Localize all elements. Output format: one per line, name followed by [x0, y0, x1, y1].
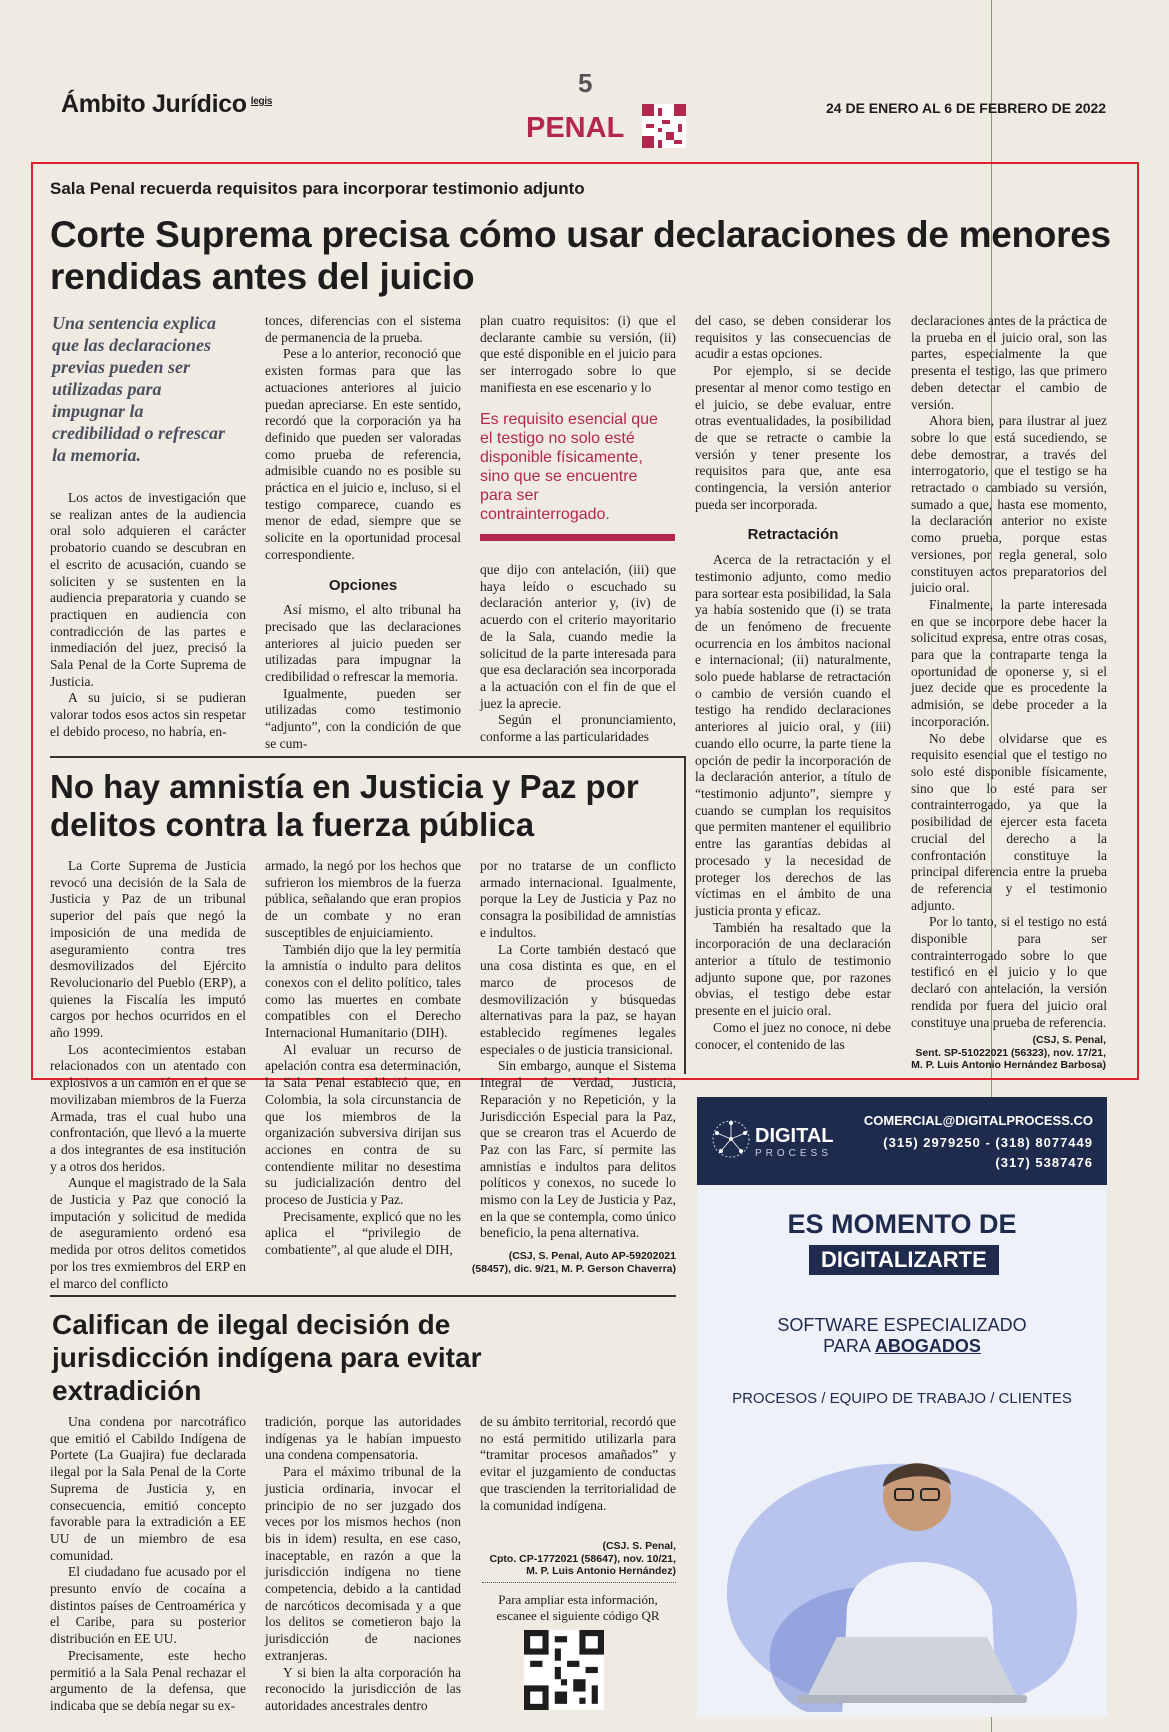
paragraph: tradición, porque las autoridades indígenas ya le habían impuesto una condena compensatoria.	[265, 1414, 461, 1463]
ad-phone-2: (317) 5387476	[995, 1155, 1093, 1170]
ad-headline-highlight: DIGITALIZARTE	[809, 1245, 999, 1275]
laptop-icon	[807, 1637, 1017, 1697]
ad-services: PROCESOS / EQUIPO DE TRABAJO / CLIENTES	[732, 1390, 1072, 1407]
page-number: 5	[578, 68, 593, 98]
paragraph: Por lo tanto, si el testigo no está disponible para ser contrainterrogado sobre lo que testificó en el juicio y lo que declaró con antelación, la versión rendida por fuera del juicio oral constituye una prueba de referencia.	[911, 914, 1107, 1030]
article1-column-1	[50, 490, 246, 741]
qr-code-icon	[642, 104, 686, 148]
paragraph: Pese a lo anterior, reconoció que existen formas para que las actuaciones anteriores al juicio puedan apreciarse. En este sentido, recordó que la corporación ya ha definido que pueden ser valoradas como prueba de referencia, admisible cuando no es posible su práctica en el juicio e, incluso, si el testigo comparece, cuando es menor de edad, siempre que se solicite en la oportunidad procesal correspondiente.	[265, 346, 461, 562]
paragraph: Según el pronunciamiento, conforme a las particularidades	[480, 712, 676, 745]
article2-top-rule	[50, 756, 686, 758]
ad-brand-sub: PROCESS	[755, 1148, 832, 1159]
network-globe-icon	[709, 1117, 753, 1161]
paragraph: tonces, diferencias con el sistema de permanencia de la prueba.	[265, 313, 461, 345]
article1-column-3b	[480, 562, 676, 746]
article2-headline: No hay amnistía en Justicia y Paz por delitos contra la fuerza pública	[50, 768, 639, 843]
pull-quote: Es requisito esencial que el testigo no solo esté disponible físicamente, sino que se encuentre para ser contrainterrogado.	[480, 411, 658, 523]
paragraph: Y si bien la alta corporación ha reconocido la jurisdicción de las autoridades ancestrales dentro	[265, 1664, 461, 1713]
paragraph: Ahora bien, para ilustrar al juez sobre lo que está sucediendo, se debe demostrar, a través del interrogatorio, que el testigo se ha retractado o cambiado su versión, sumado a que, hasta ese momento, la declaración anterior no existe como prueba, porque estas versiones, por regla general, solo constituyen actos preparatorios del juicio oral.	[911, 413, 1107, 596]
article-lead: Una sentencia explica que las declaraciones previas pueden ser utilizadas para impugnar la credibilidad o refrescar la memoria.	[52, 313, 225, 465]
article3-headline: Califican de ilegal decisión de jurisdicción indígena para evitar extradición	[52, 1309, 482, 1406]
paragraph: Acerca de la retractación y el testimonio adjunto, como medio para sortear esta posibilidad, la Sala ya había sostenido que (i) se trata de un fenómeno de frecuente ocurrencia en los ámbitos nacional e internacional; (ii) naturalmente, solo puede hablarse de retractación o cambio de versión cuando el testigo ha rendido declaraciones anteriores al juicio oral, y (iii) cuando ello ocurre, la parte tiene la opción de pedir la incorporación de la declaración anterior, a título de “testimonio adjunto”, siempre y cuando se cumplan los requisitos que permiten mantener el equilibrio entre las garantías debidas al procesado y la necesidad de proteger los derechos de las víctimas en el ámbito de una justicia pronta y eficaz.	[695, 552, 891, 918]
pull-quote-bar	[480, 534, 675, 541]
paragraph: Los actos de investigación que se realizan antes de la audiencia oral solo adquieren el carácter probatorio cuando se descubran en el escrito de acusación, cuando se soliciten y se sustenten en la audiencia preparatoria y cuando se practiquen en audiencia con contradicción de las partes e inmediación del juez, precisó la Sala Penal de la Corte Suprema de Justicia.	[50, 490, 246, 689]
qr-code-icon[interactable]	[524, 1630, 604, 1710]
article1-citation: (CSJ, S. Penal, Sent. SP-51022021 (56323), nov. 17/21, M. P. Luis Antonio Hernández Barbosa)	[911, 1034, 1106, 1071]
paragraph: por no tratarse de un conflicto armado internacional. Igualmente, porque la Ley de Justicia y Paz no consagra la posibilidad de amnistías e indultos.	[480, 858, 676, 940]
article2-column-1	[50, 858, 246, 1292]
paragraph: También ha resaltado que la incorporación de una declaración anterior a título de testimonio adjunto supone que, por razones obvias, el testigo debe estar presente en el juicio oral.	[695, 919, 891, 1019]
dotted-divider	[482, 1582, 676, 1583]
paragraph: declaraciones antes de la práctica de la prueba en el juicio oral, son las partes, especialmente la que presenta el testigo, las que primero deben detectar el cambio de versión.	[911, 313, 1108, 412]
paragraph: que dijo con antelación, (iii) que haya leído o escuchado su declaración anterior y, (iv) de acuerdo con el criterio mayoritario de la Sala, cuando medie la solicitud de la parte interesada para que esa declaración sea incorporada a la actuación con el fin de que el juez la aprecie.	[480, 562, 676, 711]
paragraph: Por ejemplo, si se decide presentar al menor como testigo en el juicio, se debe evaluar, entre otras eventualidades, la posibilidad de que se retracte o cambie la versión y tener presente los requisitos para que, ante esa contingencia, la versión anterior pueda ser incorporada.	[695, 363, 891, 512]
paragraph: Igualmente, pueden ser utilizadas como testimonio “adjunto”, con la condición de que se cum-	[265, 685, 461, 751]
ad-headline: ES MOMENTO DE	[787, 1209, 1017, 1239]
ad-phone-1: (315) 2979250 - (318) 8077449	[883, 1135, 1093, 1150]
article1-column-4	[695, 313, 891, 1053]
paragraph: La Corte Suprema de Justicia revocó una decisión de la Sala de Justicia y Paz de un tribunal superior del país que negó la imposición de una medida de aseguramiento contra tres desmovilizados del Ejército Revolucionario del Pueblo (ERP), a quienes la Fiscalía les imputó cargos por hechos ocurridos en el año 1999.	[50, 858, 246, 1041]
article3-citation: (CSJ. S. Penal, Cpto. CP-1772021 (58647), nov. 10/21, M. P. Luis Antonio Hernández)	[489, 1540, 676, 1577]
article3-column-3	[480, 1414, 676, 1514]
article1-column-5	[911, 313, 1107, 1031]
ad-software-text: SOFTWARE ESPECIALIZADO PARA ABOGADOS	[777, 1315, 1027, 1356]
article3-column-1	[50, 1414, 246, 1715]
paragraph: No debe olvidarse que es requisito esencial que el testigo no solo esté disponible físicamente, sino que lo esté para ser contrainterrogado, ya que la posibilidad de ejercer esta faceta crucial del derecho a la confrontación constituye la principal diferencia entre la prueba de referencia y el testimonio adjunto.	[911, 730, 1107, 913]
advertisement[interactable]	[697, 1097, 1107, 1717]
article2-citation: (CSJ, S. Penal, Auto AP-59202021 (58457), dic. 9/21, M. P. Gerson Chaverra)	[471, 1250, 676, 1275]
article2-column-2	[265, 858, 461, 1259]
article1-column-3a	[480, 313, 676, 397]
paragraph: Para el máximo tribunal de la justicia ordinaria, invocar el principio de no ser juzgado dos veces por los mismos hechos (non bis in idem) resulta, en ese caso, inaceptable, en razón a que la jurisdicción indígena no tiene competencia, debido a la cantidad de narcóticos decomisada y a que los delitos se cometieron bajo la jurisdicción de naciones extranjeras.	[265, 1464, 461, 1663]
paragraph: Al evaluar un recurso de apelación contra esa determinación, la Sala Penal estableció que, en Colombia, la sola circunstancia de que los miembros de la organización subversiva dirijan sus acciones en contra de su contendiente militar no desestima su judicialización dentro del proceso de Justicia y Paz.	[265, 1041, 461, 1208]
paragraph: Una condena por narcotráfico que emitió el Cabildo Indígena de Portete (La Guajira) fue declarada ilegal por la Sala Penal de la Corte Suprema de Justicia y, en consecuencia, emitió concepto favorable para la extradición a EE UU de un miembro de esa comunidad.	[50, 1414, 246, 1563]
section-title: PENAL	[526, 112, 625, 144]
paragraph: También dijo que la ley permitía la amnistía o indulto para delitos conexos con el delito político, tales como las muertes en combate compatibles con el Derecho Internacional Humanitario (DIH).	[265, 941, 461, 1041]
paragraph: de su ámbito territorial, recordó que no está permitido utilizarla para “tramitar procesos amañados” y evitar el juzgamiento de conductas que trascienden la territorialidad de la comunidad indígena.	[480, 1414, 676, 1513]
paragraph: A su juicio, si se pudieran valorar todos esos actos sin respetar el debido proceso, no habría, en-	[50, 690, 246, 739]
article1-column-2	[265, 313, 461, 753]
subheading-retractacion: Retractación	[747, 526, 839, 544]
paragraph: Precisamente, explicó que no les aplica el “privilegio de combatiente”, al que alude el DIH,	[265, 1208, 461, 1258]
paragraph: Así mismo, el alto tribunal ha precisado que las declaraciones anteriores al juicio pueden ser utilizadas para impugnar la credibilidad o refrescar la memoria.	[265, 602, 461, 685]
article3-top-rule	[50, 1295, 676, 1297]
subheading-opciones: Opciones	[328, 576, 398, 594]
article3-column-2	[265, 1414, 461, 1715]
ad-illustration	[697, 1427, 1107, 1717]
paragraph: La Corte también destacó que una cosa distinta es que, en el marco de procesos de desmovilización y búsquedas alternativas para la paz, se hayan establecido regímenes legales especiales o de justicia transicional.	[480, 941, 676, 1057]
article-headline: Corte Suprema precisa cómo usar declaraciones de menores rendidas antes del juicio	[50, 214, 1111, 297]
article-kicker: Sala Penal recuerda requisitos para incorporar testimonio adjunto	[50, 179, 585, 198]
article2-column-3	[480, 858, 676, 1242]
paragraph: armado, la negó por los hechos que sufrieron los miembros de la fuerza pública, señalando que eran propios de un combate y no eran susceptibles de enjuiciamiento.	[265, 858, 461, 940]
paragraph: Precisamente, este hecho permitió a la Sala Penal rechazar el argumento de la defensa, que indicaba que se debía negar su ex-	[50, 1647, 246, 1713]
paragraph: El ciudadano fue acusado por el presunto envío de cocaína a distintos países de Centroamérica y el Caribe, para su posterior distribución en EE UU.	[50, 1564, 246, 1647]
newspaper-logo: Ámbito Jurídico $^{legis}$	[61, 90, 273, 118]
paragraph: Sin embargo, aunque el Sistema Integral de Verdad, Justicia, Reparación y no Repetición, y la Jurisdicción Especial para la Paz, que se crearon tras el Acuerdo de Paz con las Farc, sí permite las amnistías e indultos para delitos políticos y conexos, no sucede lo mismo con la Ley de Justicia y Paz, en la que se contempla, como único beneficio, la pena alternativa.	[480, 1058, 676, 1241]
paragraph: plan cuatro requisitos: (i) que el declarante cambie su versión, (ii) que esté disponible en el juicio para ser interrogado sobre lo que manifiesta en ese escenario y lo	[480, 313, 676, 395]
paragraph: Los acontecimientos estaban relacionados con un atentado con explosivos a un camión en el que se movilizaban miembros de la Fuerza Armada, tras el cual hubo una confrontación, que llevó a la muerte a dos integrantes de esa institución y a otros dos heridos.	[50, 1041, 246, 1174]
ad-email[interactable]: COMERCIAL@DIGITALPROCESS.CO	[863, 1113, 1093, 1128]
issue-date: 24 DE ENERO AL 6 DE FEBRERO DE 2022	[826, 100, 1107, 116]
ad-brand: DIGITAL	[755, 1125, 834, 1147]
paragraph: del caso, se deben considerar los requisitos y las consecuencias de acudir a estas opciones.	[695, 313, 891, 362]
paragraph: Como el juez no conoce, ni debe conocer, el contenido de las	[695, 1019, 891, 1052]
qr-note: Para ampliar esta información, escanee el siguiente código QR	[496, 1592, 660, 1623]
paragraph: Finalmente, la parte interesada en que se incorpore debe hacer la solicitud expresa, entre otras cosas, para que la contraparte tenga la oportunidad de oponerse y, si el juez decide que es procedente la admisión, se debe proceder a la incorporación.	[911, 596, 1107, 729]
paragraph: Aunque el magistrado de la Sala de Justicia y Paz que conoció la imputación y solicitud de medida de aseguramiento ordenó esa medida por otros delitos cometidos por los tres exmiembros del ERP en el marco del conflicto	[50, 1175, 246, 1291]
